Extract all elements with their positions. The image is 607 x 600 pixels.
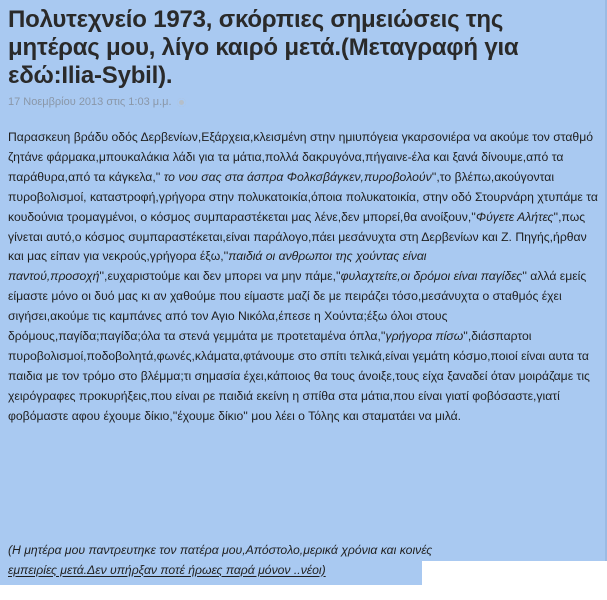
- quoted-phrase: γρήγορα πίσω: [385, 329, 464, 344]
- body-run: Παρασκευη βράδυ οδός Δερβενίων,Εξάρχεια,κλεισμένη στην ημιυπόγεια γκαρσονιέρα να ακούμε τον σταθμό ζητάνε φάρμακα,μπουκαλάκια λάδι για τα μάτια,πολλά δακρυγόνα,πήγαινε-έλα και ξανά δίνουμε,από τα παράθυρα,από τα κάγκελα,'': [8, 130, 593, 184]
- post-meta: [8, 96, 186, 109]
- footer-line-2: εμπειρίες μετά.Δεν υπήρξαν ποτέ ήρωες παρά μόνον ..νέοι): [8, 562, 326, 577]
- body-run: '',ευχαριστούμε και δεν μπορει να μην πάμε,'': [99, 269, 341, 284]
- body-run: '',διάσπαρτοι πυροβολισμοί,ποδοβολητά,φωνές,κλάματα,φτάνουμε στο σπίτι τελικά,είναι γεμάτη κόσμο,ποιοί είναι αυτα τα παιδια με τον τρόμο στο βλέμμα;τι σημασία έχει,κάποιος θα τους άνοιξε,τους είχα ξαναδεί όταν μοιράζαμε τις χειρόγραφες προκυρήξεις,που είναι ρε παιδιά εκείνη η σπίθα στα μάτια,που είναι γιατί φοβόσαστε,γιατί φοβόμαστε αφου έχουμε δίκιο,''έχουμε δίκιο'' μου λέει ο Τόλης και σταματάει να μιλά.: [8, 329, 590, 423]
- quoted-phrase: παιδιά οι ανθρωποι της χούντας είναι παντού,προσοχή: [8, 249, 427, 284]
- body-run: '' αλλά εμείς είμαστε μόνο οι δυό μας κι αν χαθούμε που είμαστε μαζί δε με πειράζει τόσο,μεσάνυχτα ο σταθμός έχει σιγήσει,ακούμε τις καμπάνες από τον Αγιο Νικόλα,έπεσε η Χούντα;έξω όλοι στους δρόμους,παγίδα;παγίδα;όλα τα στενά γεμμάτα με προτεταμένα όπλα,'': [8, 269, 587, 344]
- post-date[interactable]: 17 Νοεμβρίου 2013 στις 1:03 μ.μ.: [8, 96, 172, 108]
- post-title: Πολυτεχνείο 1973, σκόρπιες σημειώσεις της μητέρας μου, λίγο καιρό μετά.(Μεταγραφή για εδώ:Ilia-Sybil).: [8, 6, 519, 89]
- quoted-phrase: Φύγετε Αλήτες: [475, 209, 554, 224]
- body-run: '',το βλέπω,ακούγονται πυροβολισμοί, καταστροφή,γρήγορα στην πολυκατοικία,όποια πολυκατοικία, στην οδό Στουρνάρη χτυπάμε τα κουδούνια τρομαγμένοι, ο κόσμος συμπαραστέκεται μας λένε,δεν μπορεί,θα ανοίξουν,'': [8, 169, 598, 224]
- quoted-phrase: το νου σας στα άσπρα Φολκσβάγκεν,πυροβολούν: [163, 169, 432, 184]
- quoted-phrase: φυλαχτείτε,οι δρόμοι είναι παγίδες: [340, 269, 523, 284]
- post-footer-note: [8, 541, 568, 580]
- post-body: [8, 128, 600, 427]
- footer-line-1: (Η μητέρα μου παντρευτηκε τον πατέρα μου,Απόστολο,μερικά χρόνια και κοινές: [8, 543, 433, 557]
- body-run: '',πως γίνεται αυτό,ο κόσμος συμπαραστέκεται,είναι παράλογο,πάει μεσάνυχτα στη Δερβενίων και Ζ. Πηγής,ήρθαν και μας είπαν για νεκρούς,γρήγορα έξω,'': [8, 209, 587, 264]
- globe-icon: [177, 98, 186, 107]
